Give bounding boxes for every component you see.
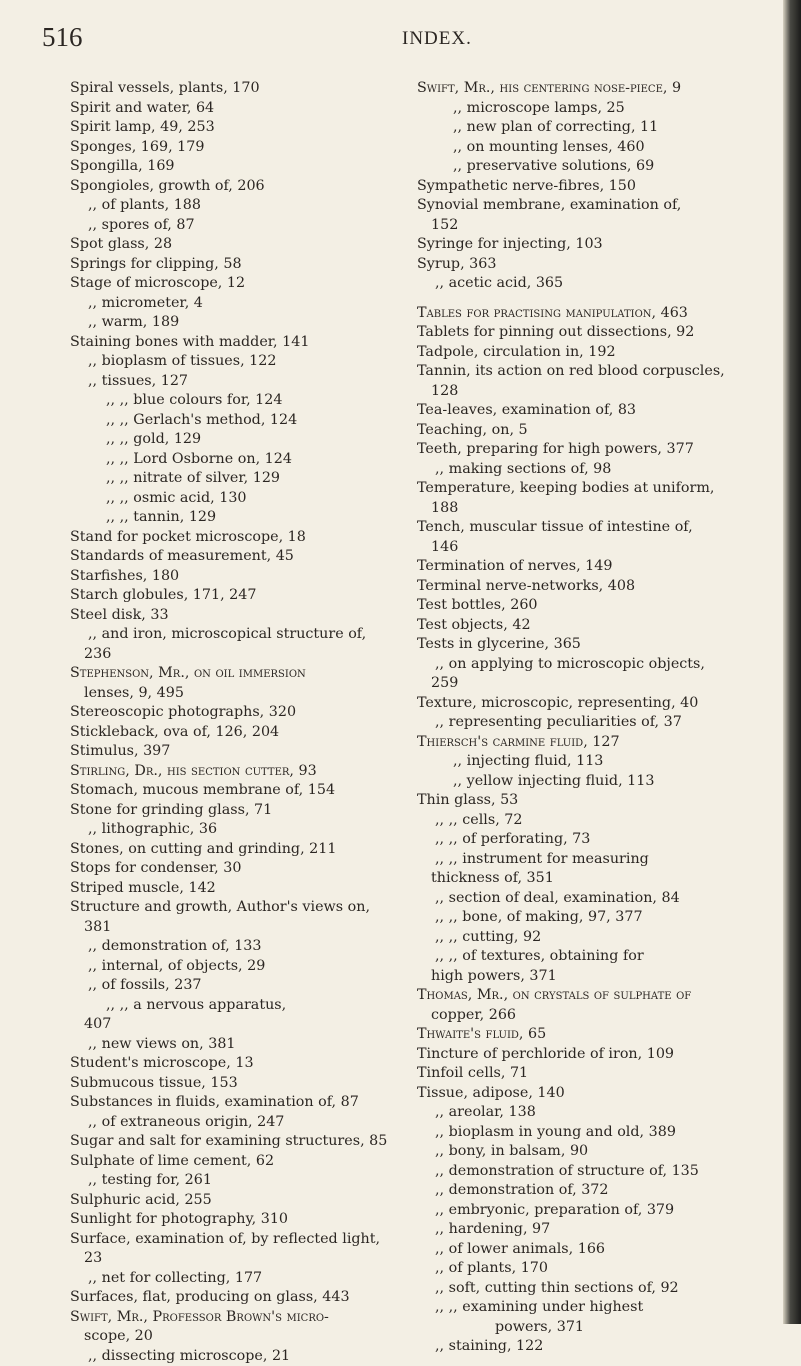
- index-subentry: ,, staining, 122: [417, 1337, 757, 1357]
- index-subentry: ,, spores of, 87: [70, 216, 410, 236]
- index-entry: Springs for clipping, 58: [70, 255, 410, 275]
- index-entry: Tea-leaves, examination of, 83: [417, 401, 757, 421]
- index-entry-continuation: 128: [417, 382, 757, 402]
- index-entry: Tables for practising manipulation, 463: [417, 304, 757, 324]
- index-entry: Tench, muscular tissue of intestine of,: [417, 518, 757, 538]
- index-entry: Thwaite's fluid, 65: [417, 1025, 757, 1045]
- index-entry: Striped muscle, 142: [70, 879, 410, 899]
- index-subentry: ,, dissecting microscope, 21: [70, 1347, 410, 1366]
- index-subentry: ,, acetic acid, 365: [417, 274, 757, 294]
- index-subentry: ,, net for collecting, 177: [70, 1269, 410, 1289]
- index-entry-continuation: thickness of, 351: [417, 869, 757, 889]
- index-entry: Swift, Mr., his centering nose-piece, 9: [417, 79, 757, 99]
- index-entry: Substances in fluids, examination of, 87: [70, 1093, 410, 1113]
- index-subentry: ,, ,, of textures, obtaining for: [417, 947, 757, 967]
- index-entry: Teaching, on, 5: [417, 421, 757, 441]
- index-entry: Stephenson, Mr., on oil immersion: [70, 664, 410, 684]
- index-subentry: ,, ,, instrument for measuring: [417, 850, 757, 870]
- index-entry: Syrup, 363: [417, 255, 757, 275]
- index-subentry: ,, ,, blue colours for, 124: [70, 391, 410, 411]
- running-title: INDEX.: [402, 28, 472, 50]
- index-entry: Tannin, its action on red blood corpuscles,: [417, 362, 757, 382]
- index-entry: Starch globules, 171, 247: [70, 586, 410, 606]
- index-subentry: ,, of plants, 188: [70, 196, 410, 216]
- index-entry: Stops for condenser, 30: [70, 859, 410, 879]
- index-subentry: ,, on applying to microscopic objects,: [417, 655, 757, 675]
- index-subentry: ,, internal, of objects, 29: [70, 957, 410, 977]
- index-entry: Texture, microscopic, representing, 40: [417, 694, 757, 714]
- index-entry-continuation: 259: [417, 674, 757, 694]
- index-entry-continuation: 407: [70, 1015, 410, 1035]
- index-subentry: ,, of extraneous origin, 247: [70, 1113, 410, 1133]
- index-subentry: ,, making sections of, 98: [417, 460, 757, 480]
- index-subentry: ,, ,, cutting, 92: [417, 928, 757, 948]
- index-entry: Thiersch's carmine fluid, 127: [417, 733, 757, 753]
- index-subentry: ,, ,, a nervous apparatus,: [70, 996, 410, 1016]
- index-entry-continuation: 23: [70, 1249, 410, 1269]
- index-subentry: ,, microscope lamps, 25: [417, 99, 757, 119]
- index-subentry: ,, ,, nitrate of silver, 129: [70, 469, 410, 489]
- index-subentry: ,, demonstration of, 133: [70, 937, 410, 957]
- index-entry: Syringe for injecting, 103: [417, 235, 757, 255]
- index-subentry: ,, warm, 189: [70, 313, 410, 333]
- index-entry: Sulphate of lime cement, 62: [70, 1152, 410, 1172]
- index-entry: Sunlight for photography, 310: [70, 1210, 410, 1230]
- index-entry: Stomach, mucous membrane of, 154: [70, 781, 410, 801]
- index-entry: Stones, on cutting and grinding, 211: [70, 840, 410, 860]
- index-entry: Tinfoil cells, 71: [417, 1064, 757, 1084]
- index-entry: Spongioles, growth of, 206: [70, 177, 410, 197]
- index-entry: Surface, examination of, by reflected light,: [70, 1230, 410, 1250]
- index-entry: Terminal nerve-networks, 408: [417, 577, 757, 597]
- index-subentry: ,, yellow injecting fluid, 113: [417, 772, 757, 792]
- index-subentry: ,, preservative solutions, 69: [417, 157, 757, 177]
- index-subentry: ,, soft, cutting thin sections of, 92: [417, 1279, 757, 1299]
- index-subentry: ,, and iron, microscopical structure of,: [70, 625, 410, 645]
- index-entry: Termination of nerves, 149: [417, 557, 757, 577]
- index-subentry: ,, ,, gold, 129: [70, 430, 410, 450]
- index-entry: Submucous tissue, 153: [70, 1074, 410, 1094]
- index-subentry: ,, on mounting lenses, 460: [417, 138, 757, 158]
- index-subentry: ,, demonstration of, 372: [417, 1181, 757, 1201]
- index-entry: Tablets for pinning out dissections, 92: [417, 323, 757, 343]
- index-subentry: ,, ,, cells, 72: [417, 811, 757, 831]
- index-subentry: ,, of lower animals, 166: [417, 1240, 757, 1260]
- index-entry-continuation: copper, 266: [417, 1006, 757, 1026]
- index-entry: Sulphuric acid, 255: [70, 1191, 410, 1211]
- index-entry-continuation: 381: [70, 918, 410, 938]
- index-entry: Tadpole, circulation in, 192: [417, 343, 757, 363]
- index-entry: Tissue, adipose, 140: [417, 1084, 757, 1104]
- index-entry: Stereoscopic photographs, 320: [70, 703, 410, 723]
- index-subentry: ,, lithographic, 36: [70, 820, 410, 840]
- index-subentry: ,, areolar, 138: [417, 1103, 757, 1123]
- index-entry: Test objects, 42: [417, 616, 757, 636]
- index-subentry: ,, ,, examining under highest: [417, 1298, 757, 1318]
- index-subentry: ,, new plan of correcting, 11: [417, 118, 757, 138]
- index-entry-continuation: lenses, 9, 495: [70, 684, 410, 704]
- index-subentry: ,, bony, in balsam, 90: [417, 1142, 757, 1162]
- index-entry: Stage of microscope, 12: [70, 274, 410, 294]
- index-entry: Spiral vessels, plants, 170: [70, 79, 410, 99]
- index-entry: Structure and growth, Author's views on,: [70, 898, 410, 918]
- index-subentry: ,, new views on, 381: [70, 1035, 410, 1055]
- index-entry-continuation: scope, 20: [70, 1327, 410, 1347]
- index-entry: Spot glass, 28: [70, 235, 410, 255]
- index-entry-continuation: powers, 371: [417, 1318, 757, 1338]
- index-entry: Spirit and water, 64: [70, 99, 410, 119]
- index-entry-continuation: 236: [70, 645, 410, 665]
- index-entry: Synovial membrane, examination of,: [417, 196, 757, 216]
- index-subentry: ,, of plants, 170: [417, 1259, 757, 1279]
- index-subentry: ,, of fossils, 237: [70, 976, 410, 996]
- index-entry: Surfaces, flat, producing on glass, 443: [70, 1288, 410, 1308]
- index-subentry: ,, demonstration of structure of, 135: [417, 1162, 757, 1182]
- index-entry: Temperature, keeping bodies at uniform,: [417, 479, 757, 499]
- index-entry: Starfishes, 180: [70, 567, 410, 587]
- page-number: 516: [42, 22, 83, 53]
- index-subentry: ,, representing peculiarities of, 37: [417, 713, 757, 733]
- index-subentry: ,, bioplasm in young and old, 389: [417, 1123, 757, 1143]
- index-entry: Spirit lamp, 49, 253: [70, 118, 410, 138]
- index-entry: Test bottles, 260: [417, 596, 757, 616]
- index-entry: Stimulus, 397: [70, 742, 410, 762]
- index-column-left: [70, 79, 410, 1366]
- index-entry: Staining bones with madder, 141: [70, 333, 410, 353]
- index-subentry: ,, ,, bone, of making, 97, 377: [417, 908, 757, 928]
- index-entry: Thin glass, 53: [417, 791, 757, 811]
- index-entry: Spongilla, 169: [70, 157, 410, 177]
- index-subentry: ,, bioplasm of tissues, 122: [70, 352, 410, 372]
- entry-spacer: [417, 294, 757, 304]
- index-entry: Student's microscope, 13: [70, 1054, 410, 1074]
- index-entry-continuation: high powers, 371: [417, 967, 757, 987]
- index-entry-continuation: 188: [417, 499, 757, 519]
- index-entry: Tests in glycerine, 365: [417, 635, 757, 655]
- index-entry-continuation: 146: [417, 538, 757, 558]
- index-subentry: ,, ,, Gerlach's method, 124: [70, 411, 410, 431]
- index-entry: Stickleback, ova of, 126, 204: [70, 723, 410, 743]
- index-entry: Stone for grinding glass, 71: [70, 801, 410, 821]
- index-subentry: ,, ,, of perforating, 73: [417, 830, 757, 850]
- index-subentry: ,, ,, Lord Osborne on, 124: [70, 450, 410, 470]
- index-entry: Steel disk, 33: [70, 606, 410, 626]
- index-subentry: ,, tissues, 127: [70, 372, 410, 392]
- index-entry: Sympathetic nerve-fibres, 150: [417, 177, 757, 197]
- index-subentry: ,, embryonic, preparation of, 379: [417, 1201, 757, 1221]
- index-subentry: ,, micrometer, 4: [70, 294, 410, 314]
- index-entry: Stirling, Dr., his section cutter, 93: [70, 762, 410, 782]
- index-subentry: ,, ,, tannin, 129: [70, 508, 410, 528]
- page-edge-shadow: [783, 0, 801, 1324]
- index-entry: Stand for pocket microscope, 18: [70, 528, 410, 548]
- index-subentry: ,, section of deal, examination, 84: [417, 889, 757, 909]
- index-subentry: ,, injecting fluid, 113: [417, 752, 757, 772]
- page-header: [42, 20, 782, 56]
- index-entry: Thomas, Mr., on crystals of sulphate of: [417, 986, 757, 1006]
- index-entry-continuation: 152: [417, 216, 757, 236]
- index-entry: Sponges, 169, 179: [70, 138, 410, 158]
- index-entry: Swift, Mr., Professor Brown's micro-: [70, 1308, 410, 1328]
- index-column-right: [417, 79, 757, 1357]
- index-entry: Standards of measurement, 45: [70, 547, 410, 567]
- index-subentry: ,, ,, osmic acid, 130: [70, 489, 410, 509]
- index-entry: Teeth, preparing for high powers, 377: [417, 440, 757, 460]
- index-entry: Tincture of perchloride of iron, 109: [417, 1045, 757, 1065]
- index-entry: Sugar and salt for examining structures, 85: [70, 1132, 410, 1152]
- index-subentry: ,, hardening, 97: [417, 1220, 757, 1240]
- index-subentry: ,, testing for, 261: [70, 1171, 410, 1191]
